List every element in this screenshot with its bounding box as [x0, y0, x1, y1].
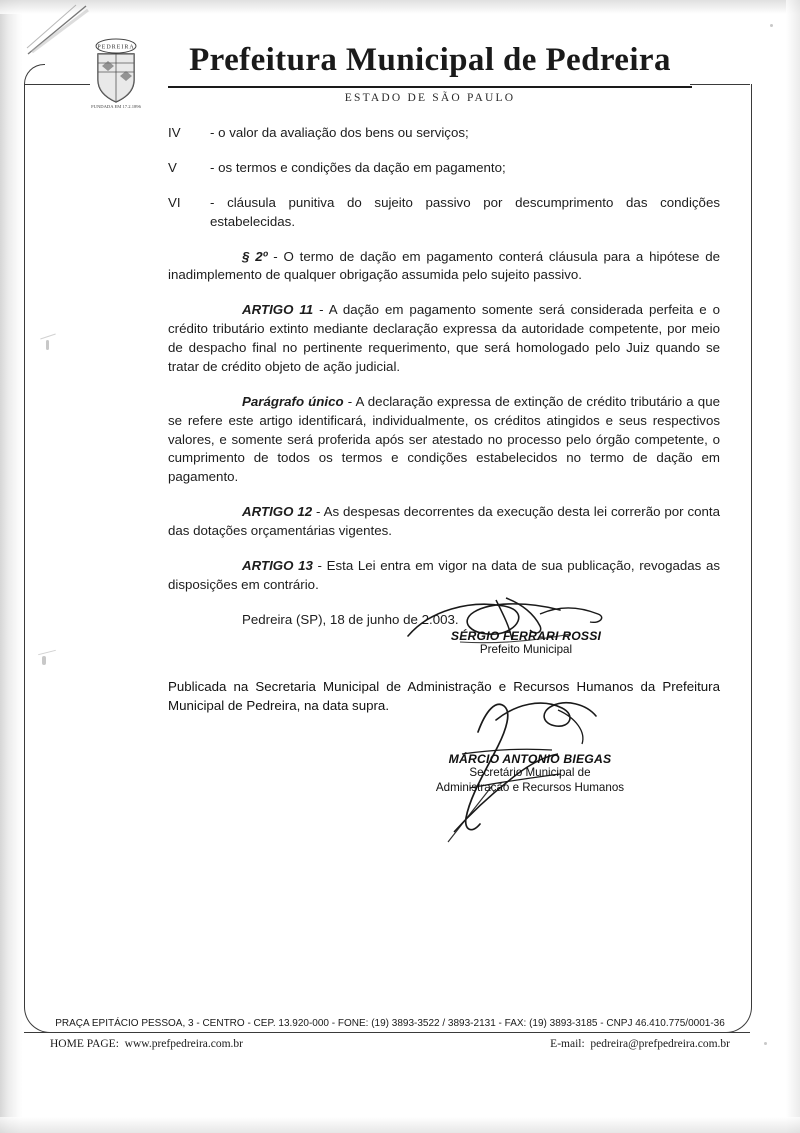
paragraph-text: - As despesas decorrentes da execução desta lei correrão por conta das dotações orçamentárias vigentes. [168, 504, 720, 538]
paragraph-text: - A declaração expressa de extinção de crédito tributário a que se refere este artigo identificará, individualmente, os créditos atingidos e seus respectivos valores, e somente será proferida após ser atestado no processo pelo órgão competente, o cumprimento de todos os termos e condições estabelecidos no termo de dação em pagamento. [168, 393, 720, 485]
signature-role-line2: Administração e Recursos Humanos [435, 780, 625, 794]
scan-edge-bottom [0, 1117, 800, 1133]
footer-homepage-value[interactable]: www.prefpedreira.com.br [124, 1038, 244, 1050]
paragraph-artigo-11 [168, 301, 720, 377]
paragraph-text: - A dação em pagamento somente será considerada perfeita e o crédito tributário extinto mediante declaração expressa da autoridade competente, por meio de despacho final no pertinente requerimento, que será homologado pelo Juiz quando se tratar de crédito objeto de ação judicial. [168, 302, 721, 374]
paragraph-text: - O termo de dação em pagamento conterá cláusula para a hipótese de inadimplemento de qualquer obrigação assumida pelo sujeito passivo. [168, 248, 720, 283]
list-item [168, 159, 720, 178]
scan-speck [46, 340, 49, 350]
list-item-numeral: V [168, 159, 177, 175]
page-frame-corner [24, 64, 45, 85]
list-item-numeral: VI [168, 194, 181, 210]
paragraph-lead: ARTIGO 12 [242, 504, 313, 520]
footer-email-label: E-mail: [550, 1038, 585, 1050]
page-corner-fold [26, 4, 96, 56]
scan-speck [42, 656, 46, 665]
scan-edge-right [786, 0, 800, 1133]
document-body [168, 124, 720, 646]
paragraph-lead: ARTIGO 11 [242, 302, 314, 318]
svg-text:FUNDADA EM 17.2.1896: FUNDADA EM 17.2.1896 [91, 104, 141, 109]
signature-name: SÉRGIO FERRARI ROSSI [450, 629, 602, 643]
paragraph-lead: § 2º [242, 248, 268, 264]
signature-name: MÁRCIO ANTONIO BIEGAS [448, 752, 612, 766]
footer-rule-right [714, 1032, 750, 1033]
footer-homepage [50, 1038, 243, 1050]
publication-note: Publicada na Secretaria Municipal de Administração e Recursos Humanos da Prefeitura Municipal de Pedreira, na data supra. [168, 679, 720, 713]
footer-email-value[interactable]: pedreira@prefpedreira.com.br [590, 1038, 730, 1050]
paragraph-artigo-13 [168, 557, 720, 595]
list-item-text: - o valor da avaliação dos bens ou serviços; [210, 125, 469, 140]
paragraph-par2 [168, 248, 720, 286]
title-underline [168, 86, 692, 88]
list-item-numeral: IV [168, 125, 181, 140]
svg-text:PEDREIRA: PEDREIRA [97, 44, 135, 51]
paragraph-text: - Esta Lei entra em vigor na data de sua publicação, revogadas as disposições em contrário. [168, 557, 720, 592]
footer-address: PRAÇA EPITÁCIO PESSOA, 3 - CENTRO - CEP. 13.920-000 - FONE: (19) 3893-3522 / 3893-2131 - FAX: (19) 3893-3185 - CNPJ 46.410.775/0001-36 [55, 1018, 725, 1029]
paragraph-artigo-12 [168, 503, 720, 541]
place-and-date: Pedreira (SP), 18 de junho de 2.003. [242, 611, 459, 627]
footer-email [550, 1038, 730, 1050]
list-item [168, 194, 720, 232]
list-item [168, 124, 720, 143]
list-item-text: - cláusula punitiva do sujeito passivo por descumprimento das condições estabelecidas. [210, 194, 720, 229]
list-item-text: - os termos e condições da dação em pagamento; [210, 159, 506, 175]
coat-of-arms-icon [88, 34, 144, 112]
signature-role-line1: Secretário Municipal de [469, 766, 591, 779]
page-title: Prefeitura Municipal de Pedreira [189, 42, 671, 78]
page-subtitle: ESTADO DE SÃO PAULO [344, 92, 516, 104]
scan-edge-left [0, 0, 22, 1133]
scan-edge-top [0, 0, 800, 14]
scan-speck [764, 1042, 767, 1045]
scan-speck [770, 24, 773, 27]
paragraph-lead: ARTIGO 13 [242, 557, 313, 573]
signature-role: Prefeito Municipal [479, 643, 573, 656]
signature-block-mayor [376, 629, 676, 658]
paragraph-paragrafo-unico [168, 393, 720, 487]
footer-contacts [50, 1038, 730, 1050]
signature-block-secretary [380, 752, 680, 796]
footer-rule-left [24, 1032, 60, 1033]
paragraph-lead: Parágrafo único [242, 393, 344, 409]
footer-homepage-label: HOME PAGE: [50, 1038, 119, 1050]
